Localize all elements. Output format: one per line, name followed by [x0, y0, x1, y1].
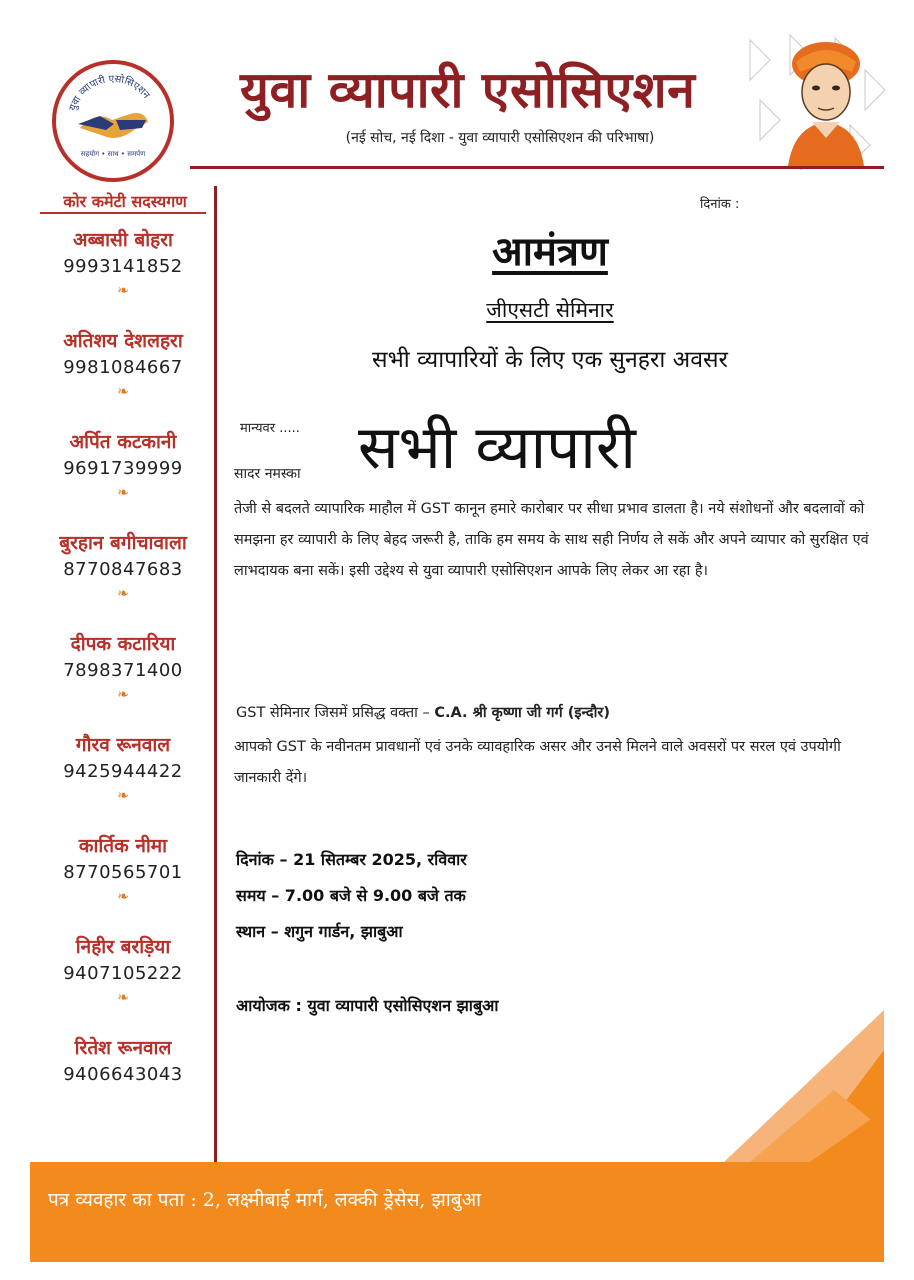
member-phone: 7898371400 — [63, 660, 183, 681]
committee-member — [28, 832, 218, 905]
core-committee-heading: कोर कमेटी सदस्यगण — [63, 192, 187, 211]
heading-underline — [40, 212, 206, 214]
committee-member — [28, 1034, 218, 1085]
recipient-name: सभी व्यापारी — [358, 413, 636, 483]
tagline: सभी व्यापारियों के लिए एक सुनहरा अवसर — [372, 347, 728, 373]
ornament-icon: ❧ — [117, 283, 129, 299]
ornament-icon: ❧ — [117, 586, 129, 602]
member-phone: 9691739999 — [63, 458, 183, 479]
ornament-icon: ❧ — [117, 889, 129, 905]
member-phone: 8770565701 — [63, 862, 183, 883]
association-logo — [52, 60, 174, 182]
event-time: समय – 7.00 बजे से 9.00 बजे तक — [236, 886, 466, 905]
committee-member — [28, 428, 218, 501]
intro-paragraph: तेजी से बदलते व्यापारिक माहौल में GST कानून हमारे कारोबार पर सीधा प्रभाव डालता है। नये संशोधनों और बदलावों को समझना हर व्यापारी के लिए बेहद जरूरी है, ताकि हम समय के साथ सही निर्णय ले सकें और अपने व्यापार को सुरक्षित एवं लाभदायक बना सकें। इसी उद्देश्य से युवा व्यापारी एसोसिएशन आपके लिए लेकर आ रहा है। — [234, 501, 869, 579]
member-name: अतिशय देशलहरा — [63, 330, 183, 352]
speaker-prefix: GST सेमिनार जिसमें प्रसिद्ध वक्ता – — [236, 705, 430, 721]
event-venue: स्थान – शगुन गार्डन, झाबुआ — [236, 922, 403, 941]
footer-bar — [30, 1162, 884, 1262]
logo-ring-text: युवा व्यापारी एसोसिएशन — [67, 73, 152, 113]
committee-member — [28, 630, 218, 703]
member-phone: 9993141852 — [63, 256, 183, 277]
member-name: कार्तिक नीमा — [78, 835, 168, 857]
member-phone: 9981084667 — [63, 357, 183, 378]
member-phone: 9407105222 — [63, 963, 183, 984]
salutation: मान्यवर ..... — [240, 421, 300, 436]
logo-motto: सहयोग • साथ • समर्पण — [80, 150, 146, 158]
member-name: बुरहान बगीचावाला — [59, 532, 187, 554]
seminar-description: आपको GST के नवीनतम प्रावधानों एवं उनके व्यावहारिक असर और उनसे मिलने वाले अवसरों पर सरल एवं उपयोगी जानकारी देंगे। — [234, 739, 841, 786]
handshake-emblem — [56, 64, 170, 178]
member-phone: 8770847683 — [63, 559, 183, 580]
organization-subtitle: (नई सोच, नई दिशा - युवा व्यापारी एसोसिएशन की परिभाषा) — [345, 130, 655, 146]
member-name: रितेश रूनवाल — [74, 1037, 172, 1059]
member-name: गौरव रूनवाल — [75, 734, 171, 756]
ornament-icon: ❧ — [117, 485, 129, 501]
portrait-illustration — [768, 34, 884, 166]
speaker-line — [236, 702, 610, 722]
committee-member — [28, 731, 218, 804]
ornament-icon: ❧ — [117, 788, 129, 804]
member-name: निहीर बरड़िया — [75, 936, 171, 958]
header-divider — [190, 166, 884, 169]
invitation-title — [230, 222, 870, 277]
member-name: दीपक कटारिया — [70, 633, 176, 655]
event-organizer: आयोजक : युवा व्यापारी एसोसिएशन झाबुआ — [236, 996, 499, 1015]
seminar-heading — [230, 296, 870, 324]
member-name: अब्बासी बोहरा — [73, 229, 173, 251]
ornament-icon: ❧ — [117, 687, 129, 703]
invitation-title-text: आमंत्रण — [492, 229, 608, 275]
member-phone: 9406643043 — [63, 1064, 183, 1085]
committee-member — [28, 327, 218, 400]
event-date: दिनांक – 21 सितम्बर 2025, रविवार — [236, 850, 467, 869]
ornament-icon: ❧ — [117, 990, 129, 1006]
speaker-name: C.A. श्री कृष्णा जी गर्ग (इन्दौर) — [434, 705, 610, 721]
ornament-icon: ❧ — [117, 384, 129, 400]
member-phone: 9425944422 — [63, 761, 183, 782]
committee-member — [28, 529, 218, 602]
date-label: दिनांक : — [700, 197, 740, 212]
greeting: सादर नमस्का — [234, 466, 301, 482]
correspondence-address: पत्र व्यवहार का पता : 2, लक्ष्मीबाई मार्ग, लक्की ड्रेसेस, झाबुआ — [48, 1189, 482, 1211]
seminar-heading-text: जीएसटी सेमिनार — [486, 298, 614, 322]
member-name: अर्पित कटकानी — [69, 431, 177, 453]
committee-member — [28, 226, 218, 299]
organization-title: युवा व्यापारी एसोसिएशन — [240, 61, 696, 119]
committee-member — [28, 933, 218, 1006]
